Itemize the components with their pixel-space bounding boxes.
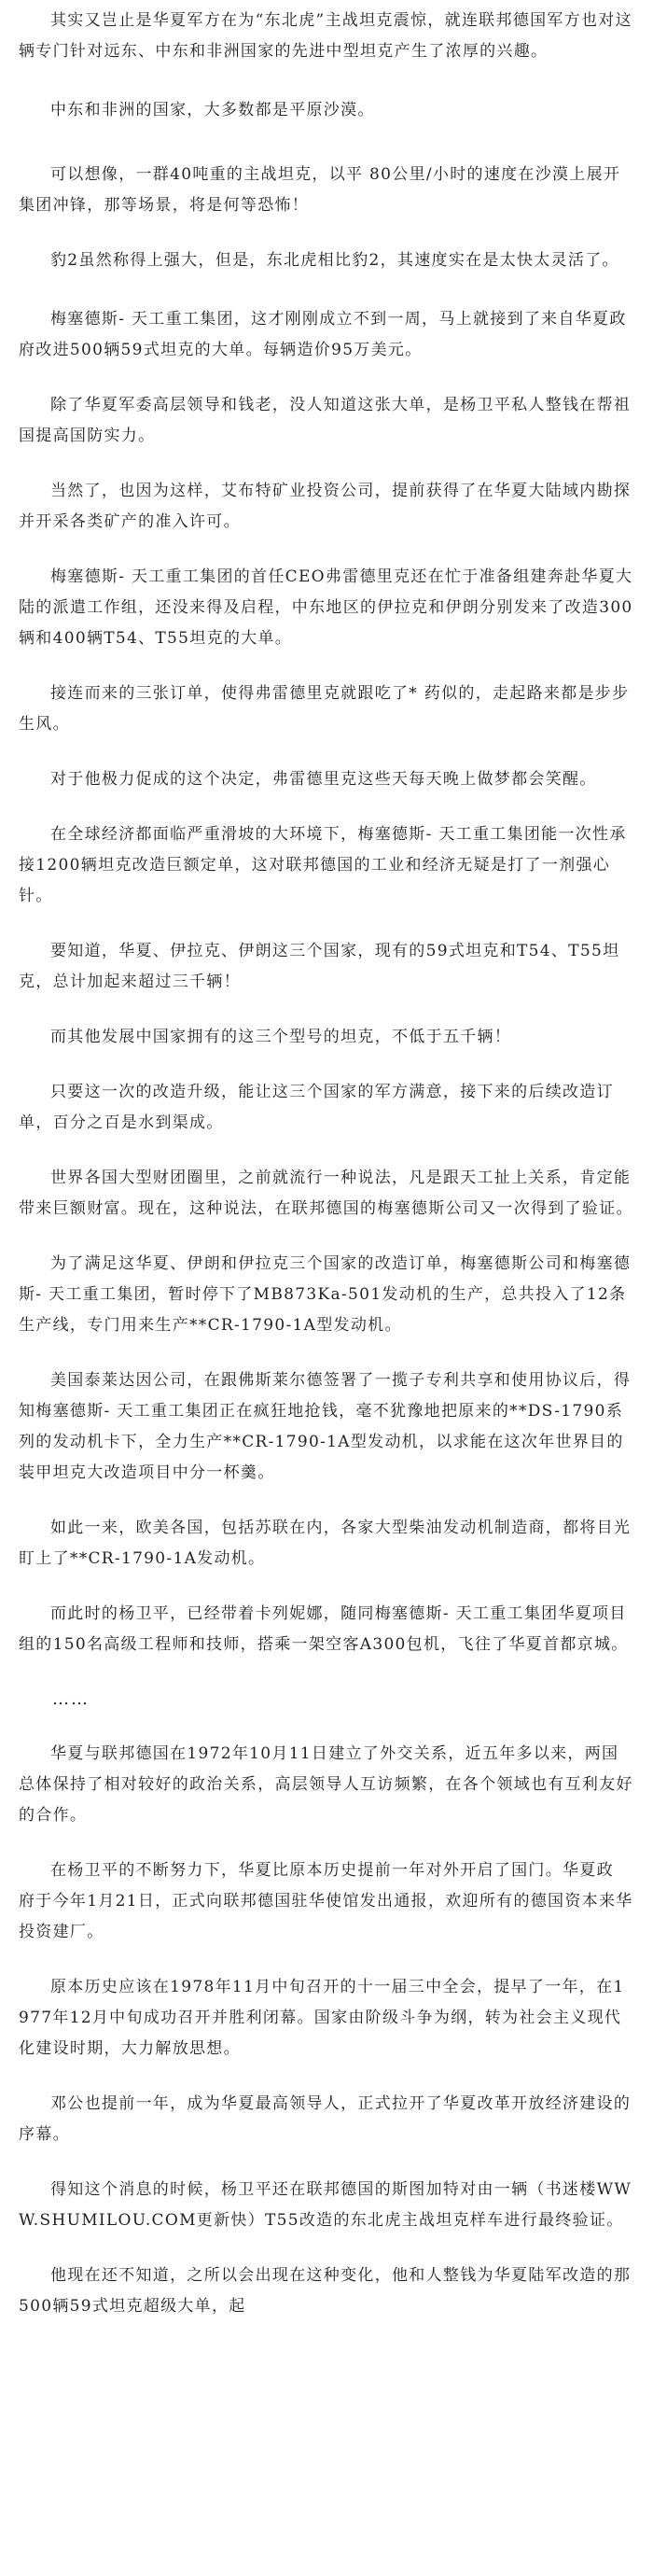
scene-break-ellipsis: …… — [52, 1689, 90, 1709]
paragraph-16: 为了满足这华夏、伊朗和伊拉克三个国家的改造订单，梅塞德斯公司和梅塞德斯- 天工重工集团，暂时停下了MB873Ka-501发动机的生产，总共投入了12条生产线，专门用来生产**CR-1790-1A型发动机。 — [19, 1254, 632, 1335]
paragraph-18: 如此一来，欧美各国，包括苏联在内，各家大型柴油发动机制造商，都将目光盯上了**CR-1790-1A发动机。 — [19, 1519, 632, 1568]
paragraph-25: 他现在还不知道，之所以会出现在这种变化，他和人整钱为华夏陆军改造的那500辆59式坦克超级大单，起 — [19, 2266, 632, 2316]
paragraph-4: 豹2虽然称得上强大，但是，东北虎相比豹2，其速度实在是太快太灵活了。 — [50, 251, 619, 270]
paragraph-21: 在杨卫平的不断努力下，华夏比原本历史提前一年对外开启了国门。华夏政 府于今年1月21日，正式向联邦德国驻华使馆发出通报，欢迎所有的德国资本来华投资建厂。 — [19, 1861, 633, 1941]
paragraph-10: 对于他极力促成的这个决定，弗雷德里克这些天每天晚上做梦都会笑醒。 — [50, 770, 597, 789]
paragraph-14: 只要这一次的改造升级，能让这三个国家的军方满意，接下来的后续改造订单，百分之百是水到渠成。 — [19, 1083, 614, 1132]
paragraph-2: 中东和非洲的国家，大多数都是平原沙漠。 — [50, 101, 375, 119]
paragraph-15: 世界各国大型财团圈里，之前就流行一种说法，凡是跟天工扯上关系，肯定能带来巨额财富。现在，这种说法，在联邦德国的梅塞德斯公司又一次得到了验证。 — [19, 1169, 633, 1218]
paragraph-6: 除了华夏军委高层领导和钱老，没人知道这张大单，是杨卫平私人整钱在帮祖国提高国防实力。 — [19, 396, 632, 445]
paragraph-19: 而此时的杨卫平，已经带着卡列妮娜，随同梅塞德斯- 天工重工集团华夏项目组的150名高级工程师和技师，搭乘一架空客A300包机，飞往了华夏首都京城。 — [19, 1604, 629, 1654]
paragraph-12: 要知道，华夏、伊拉克、伊朗这三个国家，现有的59式坦克和T54、T55坦克，总计加起来超过三千辆！ — [19, 942, 620, 991]
paragraph-8: 梅塞德斯- 天工重工集团的首任CEO弗雷德里克还在忙于准备组建奔赴华夏大陆的派遣工作组，还没来得及启程，中东地区的伊拉克和伊朗分别发来了改造300辆和400辆T54、T55坦克的大单。 — [19, 567, 633, 648]
paragraph-5: 梅塞德斯- 天工重工集团，这才刚刚成立不到一周，马上就接到了来自华夏政 府改进500辆59式坦克的大单。每辆造价95万美元。 — [19, 310, 627, 359]
paragraph-22: 原本历史应该在1978年11月中旬召开的十一届三中全会，提早了一年，在1977年12月中旬成功召开并胜利闭幕。国家由阶级斗争为纲，转为社会主义现代化建设时期，大力解放思想。 — [19, 1978, 625, 2058]
paragraph-3: 可以想像，一群40吨重的主战坦克，以平 80公里/小时的速度在沙漠上展开集团冲锋，那等场景，将是何等恐怖！ — [19, 165, 621, 215]
paragraph-9: 接连而来的三张订单，使得弗雷德里克就跟吃了* 药似的，走起路来都是步步生风。 — [19, 684, 630, 734]
paragraph-24: 得知这个消息的时候，杨卫平还在联邦德国的斯图加特对由一辆（书迷楼WWW.SHUMILOU.COM更新快）T55改造的东北虎主战坦克样车进行最终验证。 — [19, 2180, 632, 2230]
paragraph-23: 邓公也提前一年，成为华夏最高领导人，正式拉开了华夏改革开放经济建设的序幕。 — [19, 2094, 632, 2144]
paragraph-13: 而其他发展中国家拥有的这三个型号的坦克，不低于五千辆！ — [50, 1028, 512, 1046]
paragraph-20: 华夏与联邦德国在1972年10月11日建立了外交关系，近五年多以来，两国总体保持了相对较好的政治关系，高层领导人互访频繁，在各个领域也有互利友好的合作。 — [19, 1744, 633, 1825]
paragraph-17: 美国泰莱达因公司，在跟佛斯莱尔德签署了一揽子专利共享和使用协议后，得知梅塞德斯- 天工重工集团正在疯狂地抢钱，毫不犹豫地把原来的**DS-1790系列的发动机卡下，全力生产**CR-1790-1A型发动机，以求能在这次年世界目的装甲坦克大改造项目中分一杯羹。 — [19, 1371, 632, 1482]
paragraph-11: 在全球经济都面临严重滑坡的大环境下，梅塞德斯- 天工重工集团能一次性承接1200辆坦克改造巨额定单，这对联邦德国的工业和经济无疑是打了一剂强心针。 — [19, 825, 627, 905]
paragraph-7: 当然了，也因为这样，艾布特矿业投资公司，提前获得了在华夏大陆域内勘探并开采各类矿产的准入许可。 — [19, 482, 632, 531]
paragraph-1: 其实又岂止是华夏军方在为“东北虎”主战坦克震惊，就连联邦德国军方也对这辆专门针对远东、中东和非洲国家的先进中型坦克产生了浓厚的兴趣。 — [19, 11, 632, 61]
